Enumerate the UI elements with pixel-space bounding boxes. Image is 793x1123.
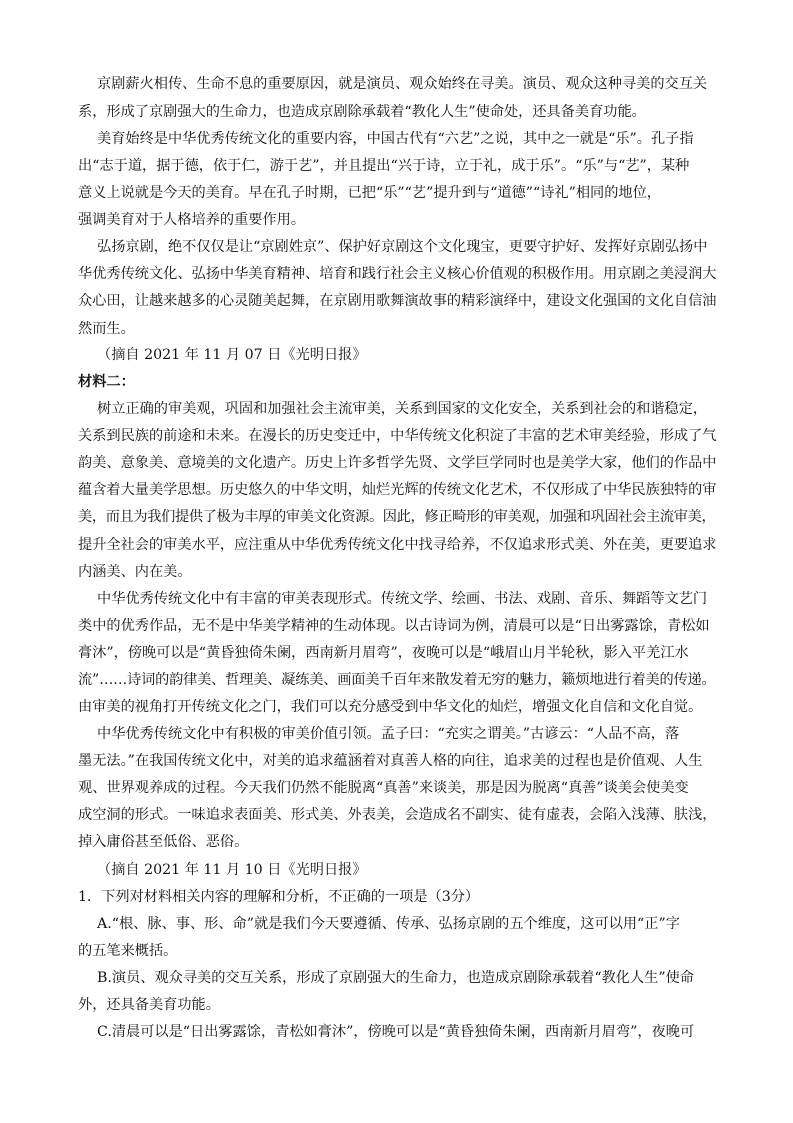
option-b: B.演员、观众寻美的交互关系，形成了京剧强大的生命力，也造成京剧除承载着“教化人生”使命: [97, 970, 694, 986]
paragraph-line: 墨无法。”在我国传统文化中，对美的追求蕴涵着对真善人格的向往，追求美的过程也是价值观、人生: [78, 753, 703, 769]
option-a-continued: 的五笔来概括。: [78, 943, 178, 959]
paragraph-line: 膏沐”，傍晚可以是“黄昏独倚朱阑，西南新月眉弯”，夜晚可以是“峨眉山月半轮秋，影入平羌江水: [78, 645, 689, 661]
source-citation: （摘自 2021 年 11 月 07 日《光明日报》: [97, 347, 367, 363]
paragraph-line: 中华优秀传统文化中有丰富的审美表现形式。传统文学、绘画、书法、戏剧、音乐、舞蹈等文艺门: [97, 591, 708, 607]
paragraph-line: 出“志于道，据于德，依于仁，游于艺”，并且提出“兴于诗，立于礼，成于乐”。“乐”与“艺”，某种: [78, 158, 690, 174]
paragraph-line: 弘扬京剧，绝不仅仅是让“京剧姓京”、保护好京剧这个文化瑰宝，更要守护好、发挥好京剧弘扬中: [97, 239, 708, 255]
paragraph-line: 美，而且为我们提供了极为丰厚的审美文化资源。因此，修正畸形的审美观，加强和巩固社会主流审美，: [78, 509, 716, 525]
paragraph-line: 中华优秀传统文化中有积极的审美价值引领。孟子曰：“充实之谓美。”古谚云：“人品不高，落: [97, 726, 680, 742]
paragraph-line: 京剧薪火相传、生命不息的重要原因，就是演员、观众始终在寻美。演员、观众这种寻美的交互关: [97, 76, 708, 92]
paragraph-line: 由审美的视角打开传统文化之门，我们可以充分感受到中华文化的灿烂，增强文化自信和文化自觉。: [78, 699, 703, 715]
paragraph-line: 内涵美、内在美。: [78, 564, 192, 580]
paragraph-line: 类中的优秀作品，无不是中华美学精神的生动体现。以古诗词为例，清晨可以是“日出雾露馀，青松如: [78, 618, 710, 634]
paragraph-line: 众心田，让越来越多的心灵随美起舞，在京剧用歌舞演故事的精彩演绎中，建设文化强国的文化自信油: [78, 293, 717, 309]
paragraph-line: 华优秀传统文化、弘扬中华美育精神、培育和践行社会主义核心价值观的积极作用。用京剧之美浸润大: [78, 266, 717, 282]
source-citation: （摘自 2021 年 11 月 10 日《光明日报》: [97, 862, 367, 878]
paragraph-line: 强调美育对于人格培养的重要作用。: [78, 212, 306, 228]
section-heading: 材料二：: [78, 374, 135, 390]
paragraph-line: 掉入庸俗甚至低俗、恶俗。: [78, 834, 249, 850]
option-a: A.“根、脉、事、形、命”就是我们今天要遵循、传承、弘扬京剧的五个维度，这可以用“正”字: [97, 916, 680, 932]
paragraph-line: 意义上说就是今天的美育。早在孔子时期，已把“乐”“艺”提升到与“道德”“诗礼”相同的地位，: [78, 185, 661, 201]
paragraph-line: 成空洞的形式。一味追求表面美、形式美、外表美，会造成名不副实、徒有虚表，会陷入浅薄、肤浅，: [78, 807, 717, 823]
option-b-continued: 外，还具备美育功能。: [78, 997, 220, 1013]
option-c: C.清晨可以是“日出雾露馀，青松如膏沐”，傍晚可以是“黄昏独倚朱阑，西南新月眉弯”，夜晚可: [97, 1024, 695, 1040]
paragraph-line: 韵美、意象美、意境美的文化遗产。历史上许多哲学先贤、文学巨学同时也是美学大家，他们的作品中: [78, 455, 717, 471]
paragraph-line: 系，形成了京剧强大的生命力，也造成京剧除承载着“教化人生”使命处，还具备美育功能。: [78, 104, 646, 120]
paragraph-line: 提升全社会的审美水平，应注重从中华优秀传统文化中找寻给养，不仅追求形式美、外在美，更要追求: [78, 537, 717, 553]
paragraph-line: 观、世界观养成的过程。今天我们仍然不能脱离“真善”来谈美，那是因为脱离“真善”谈美会使美变: [78, 780, 689, 796]
paragraph-line: 然而生。: [78, 321, 135, 337]
paragraph-line: 蕴含着大量美学思想。历史悠久的中华文明，灿烂光辉的传统文化艺术，不仅形成了中华民族独特的审: [78, 482, 717, 498]
question-stem: 1．下列对材料相关内容的理解和分析，不正确的一项是（3分）: [78, 889, 480, 905]
paragraph-line: 关系到民族的前途和未来。在漫长的历史变迁中，中华传统文化积淀了丰富的艺术审美经验，形成了气: [78, 428, 717, 444]
paragraph-line: 树立正确的审美观，巩固和加强社会主流审美，关系到国家的文化安全，关系到社会的和谐稳定，: [97, 401, 708, 417]
paragraph-line: 流”……诗词的韵律美、哲理美、凝练美、画面美千百年来散发着无穷的魅力，籁烦地进行着美的传递。: [78, 672, 716, 688]
paragraph-line: 美育始终是中华优秀传统文化的重要内容，中国古代有“六艺”之说，其中之一就是“乐”。孔子指: [97, 131, 694, 147]
